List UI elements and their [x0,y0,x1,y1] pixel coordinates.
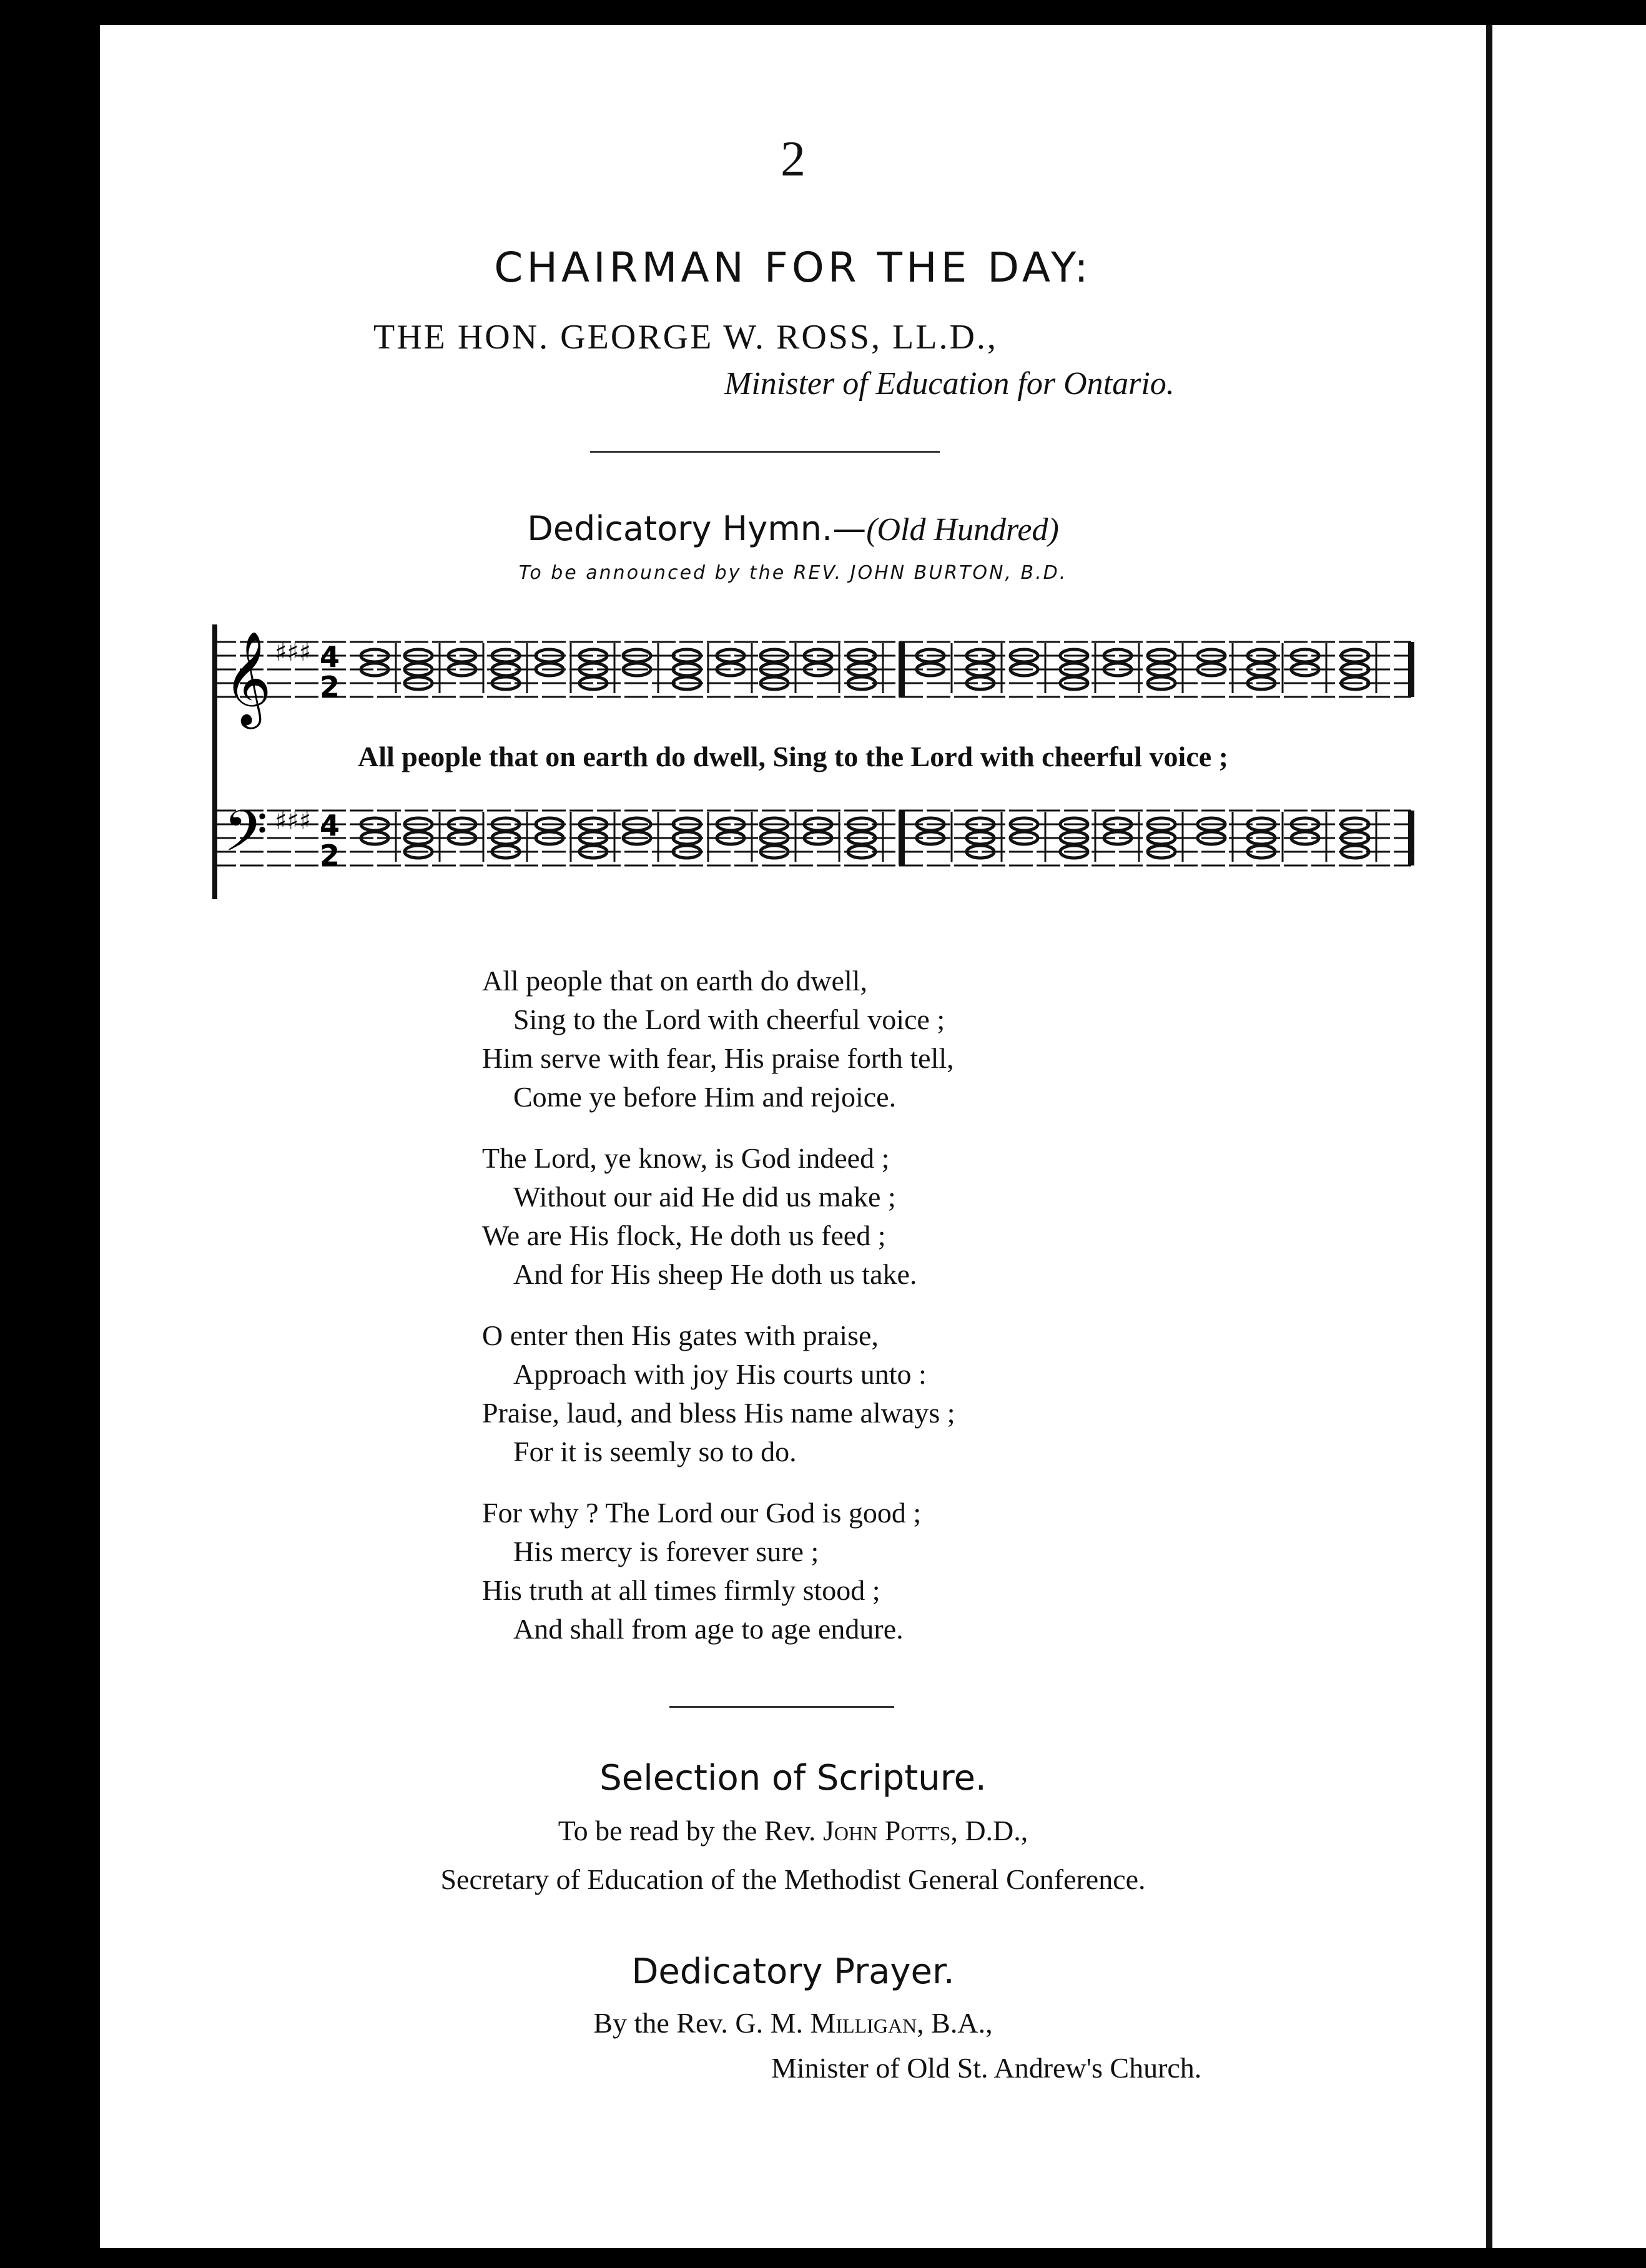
verse-line: Approach with joy His courts unto : [513,1358,927,1390]
treble-notes [361,643,1376,693]
section-divider [669,1706,894,1708]
scripture-reader [100,1814,1486,1847]
page-number: 2 [781,132,806,187]
verse [482,1139,955,1294]
page-gutter [1486,25,1492,2248]
treble-clef-icon: 𝄞 [224,630,272,725]
scripture-reader-name: John Potts [823,1815,951,1846]
time-signature-top-numerator: 4 [320,640,340,674]
chairman-title: Minister of Education for Ontario. [724,366,1175,402]
scripture-heading: Selection of Scripture. [599,1758,987,1798]
verse-line: The Lord, ye know, is God indeed ; [482,1142,890,1174]
music-lyric: All people that on earth do dwell, Sing to the Lord with cheerful voice ; [358,741,1228,772]
verse-line: We are His flock, He doth us feed ; [482,1220,886,1251]
verse [482,1494,955,1649]
hymn-announcement: To be announced by the REV. JOHN BURTON, B.D. [518,562,1068,584]
key-signature-top: ♯♯♯ [275,638,312,667]
prayer-reader-role: Minister of Old St. Andrew's Church. [771,2052,1202,2084]
scripture-reader-role: Secretary of Education of the Methodist General Conference. [440,1863,1146,1895]
prayer-reader-name: Milligan [810,2007,917,2039]
time-signature-top-denominator: 2 [320,670,340,704]
verse-line: For it is seemly so to do. [513,1436,797,1467]
bass-notes [361,812,1376,862]
hymn-title: Dedicatory Hymn.— [527,509,867,548]
time-signature-bottom-denominator: 2 [320,839,340,872]
verse-line: Sing to the Lord with cheerful voice ; [513,1003,945,1035]
facing-page-edge [1486,25,1646,2248]
verse-line: Without our aid He did us make ; [513,1181,896,1213]
scripture-reader-suffix: , D.D., [950,1815,1028,1846]
verse-line: And shall from age to age endure. [513,1613,904,1645]
verse-line: Come ye before Him and rejoice. [513,1081,897,1113]
verse-line: O enter then His gates with praise, [482,1319,879,1351]
verse-line: For why ? The Lord our God is good ; [482,1497,922,1529]
hymn-tune: (Old Hundred) [866,512,1059,548]
key-signature-bottom: ♯♯♯ [275,807,312,836]
verse-line: His mercy is forever sure ; [513,1536,819,1567]
hymn-heading [100,509,1486,548]
document-page [100,25,1486,2248]
section-divider [590,451,940,453]
prayer-reader-suffix: , B.A., [917,2007,993,2039]
verse-line: Him serve with fear, His praise forth tell, [482,1042,954,1074]
chairman-name: THE HON. GEORGE W. ROSS, LL.D., [373,318,998,357]
scripture-reader-prefix: To be read by the Rev. [558,1815,816,1846]
verse-line: All people that on earth do dwell, [482,965,868,997]
prayer-heading: Dedicatory Prayer. [631,1951,955,1992]
verse-line: Praise, laud, and bless His name always ; [482,1397,955,1429]
bass-clef-icon: 𝄢 [224,798,268,878]
verse [482,1316,955,1471]
verse-line: And for His sheep He doth us take. [513,1258,917,1290]
prayer-reader [100,2006,1486,2039]
chairman-heading: CHAIRMAN FOR THE DAY: [494,244,1092,292]
hymn-verses [482,962,955,1671]
verse-line: His truth at all times firmly stood ; [482,1574,880,1606]
prayer-reader-prefix: By the Rev. G. M. [593,2007,804,2039]
verse [482,962,955,1117]
time-signature-bottom-numerator: 4 [320,809,340,842]
